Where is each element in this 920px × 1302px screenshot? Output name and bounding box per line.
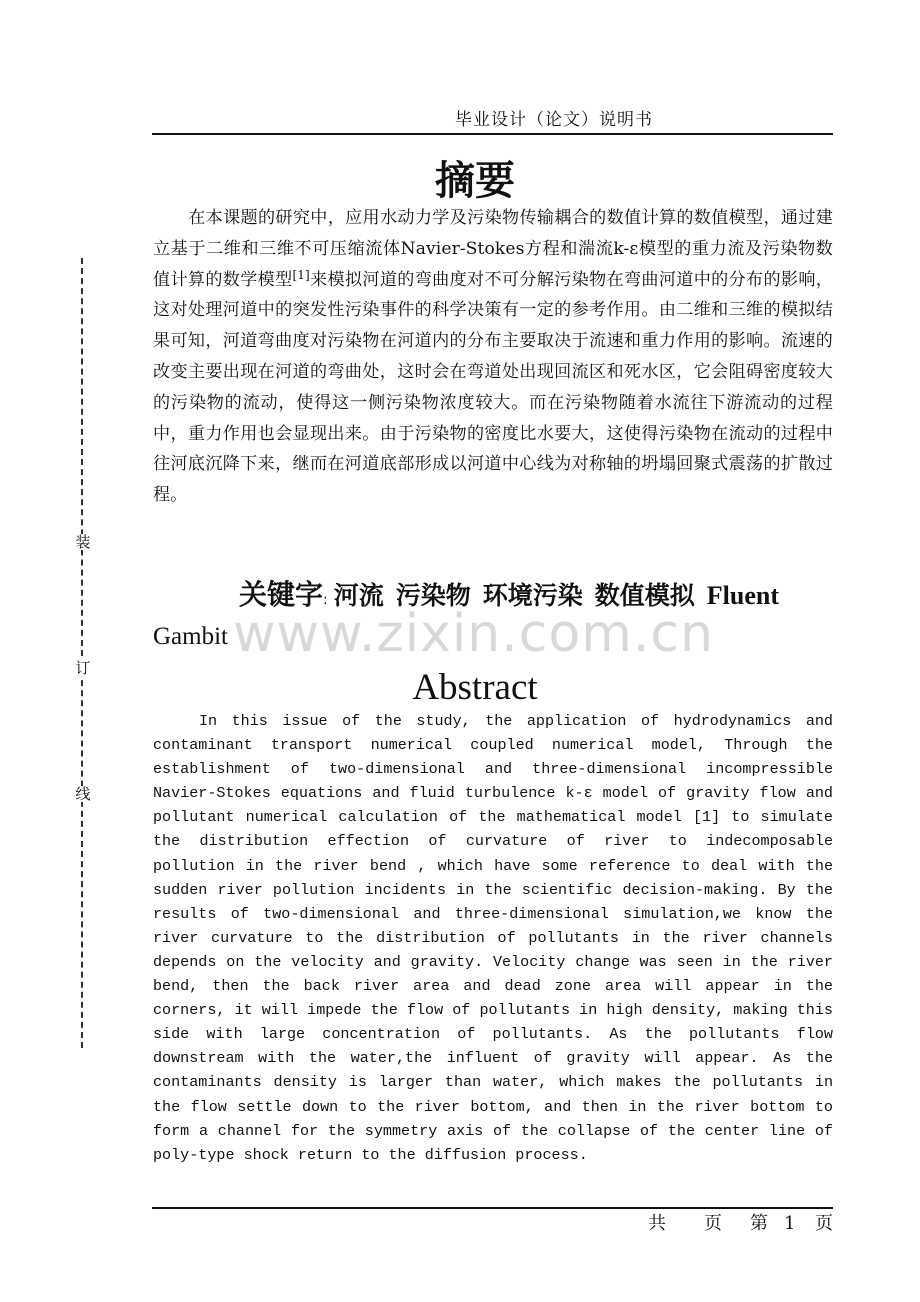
keyword-item: 污染物 xyxy=(395,581,471,610)
binding-char-ding: 订 xyxy=(75,659,91,677)
english-abstract-text: In this issue of the study, the application of hydrodynamics and contaminant transport numerical coupled numerical model, Through the establishment of two-dimensional and three-dimensional incompressible Navier-Stokes equations and fluid turbulence k-ε model of gravity flow and pollutant numerical calculation of the mathematical model [1] to simulate the distribution effection of curvature of river to indecomposable pollution in the river bend , which have some reference to deal with the sudden river pollution incidents in the scientific decision-making. By the results of two-dimensional and three-dimensional simulation,we know the river curvature to the distribution of pollutants in the river channels depends on the velocity and gravity. Velocity change was seen in the river bend, then the back river area and dead zone area will appear in the corners, it will impede the flow of pollutants in high density, making this side with large concentration of pollutants. As the pollutants flow downstream with the water,the influent of gravity will appear. As the contaminants density is larger than water, which makes the pollutants in the flow settle down to the river bottom, and then in the river bottom to form a channel for the symmetry axis of the collapse of the center line of poly-type shock return to the diffusion process. xyxy=(153,712,833,1164)
binding-dashed-line xyxy=(81,258,83,1048)
page-header-title: 毕业设计（论文）说明书 xyxy=(455,110,653,130)
footer-total-label: 共 xyxy=(648,1213,666,1234)
keywords-line xyxy=(153,577,853,655)
keywords-colon: : xyxy=(323,592,328,608)
footer-page-unit: 页 xyxy=(704,1213,722,1234)
chinese-abstract-title: 摘要 xyxy=(435,158,515,204)
keywords-label: 关键字 xyxy=(239,578,324,611)
footer-rule xyxy=(152,1207,833,1209)
keyword-gambit: Gambit xyxy=(153,623,228,650)
keyword-item: 环境污染 xyxy=(482,581,583,610)
binding-char-xian: 线 xyxy=(75,785,91,803)
chinese-abstract-text-part1: 在本课题的研究中，应用水动力学及污染物传输耦合的数值计算的数值模型，通过建立基于二维和三维不可压缩流体Navier-Stokes方程和湍流k-ε模型的重力流及污染物数值计算的数学模型 xyxy=(153,208,833,290)
chinese-abstract-text-part2: 来模拟河道的弯曲度对不可分解污染物在弯曲河道中的分布的影响，这对处理河道中的突发性污染事件的科学决策有一定的参考作用。由二维和三维的模拟结果可知，河道弯曲度对污染物在河道内的分布主要取决于流速和重力作用的影响。流速的改变主要出现在河道的弯曲处，这时会在弯道处出现回流区和死水区，它会阻碍密度较大的污染物的流动，使得这一侧污染物浓度较大。而在污染物随着水流往下游流动的过程中，重力作用也会显现出来。由于污染物的密度比水要大，这使得污染物在流动的过程中往河底沉降下来，继而在河道底部形成以河道中心线为对称轴的坍塌回聚式震荡的扩散过程。 xyxy=(153,269,833,506)
binding-margin xyxy=(75,258,91,1048)
footer-page-unit: 页 xyxy=(815,1213,833,1234)
binding-char-zhuang: 装 xyxy=(75,533,91,551)
citation-marker: [1] xyxy=(292,267,310,282)
keyword-item: 数值模拟 xyxy=(594,581,695,610)
chinese-abstract-body xyxy=(153,203,833,511)
english-abstract-body xyxy=(153,709,833,1167)
footer-nth-label: 第 xyxy=(750,1213,768,1234)
footer-page-number: 1 xyxy=(784,1213,796,1234)
english-abstract-title: Abstract xyxy=(412,667,538,708)
keyword-fluent: Fluent xyxy=(706,581,780,610)
keyword-item: 河流 xyxy=(333,581,384,610)
header-rule xyxy=(152,133,833,135)
watermark: www.zixin.com.cn xyxy=(233,604,714,664)
